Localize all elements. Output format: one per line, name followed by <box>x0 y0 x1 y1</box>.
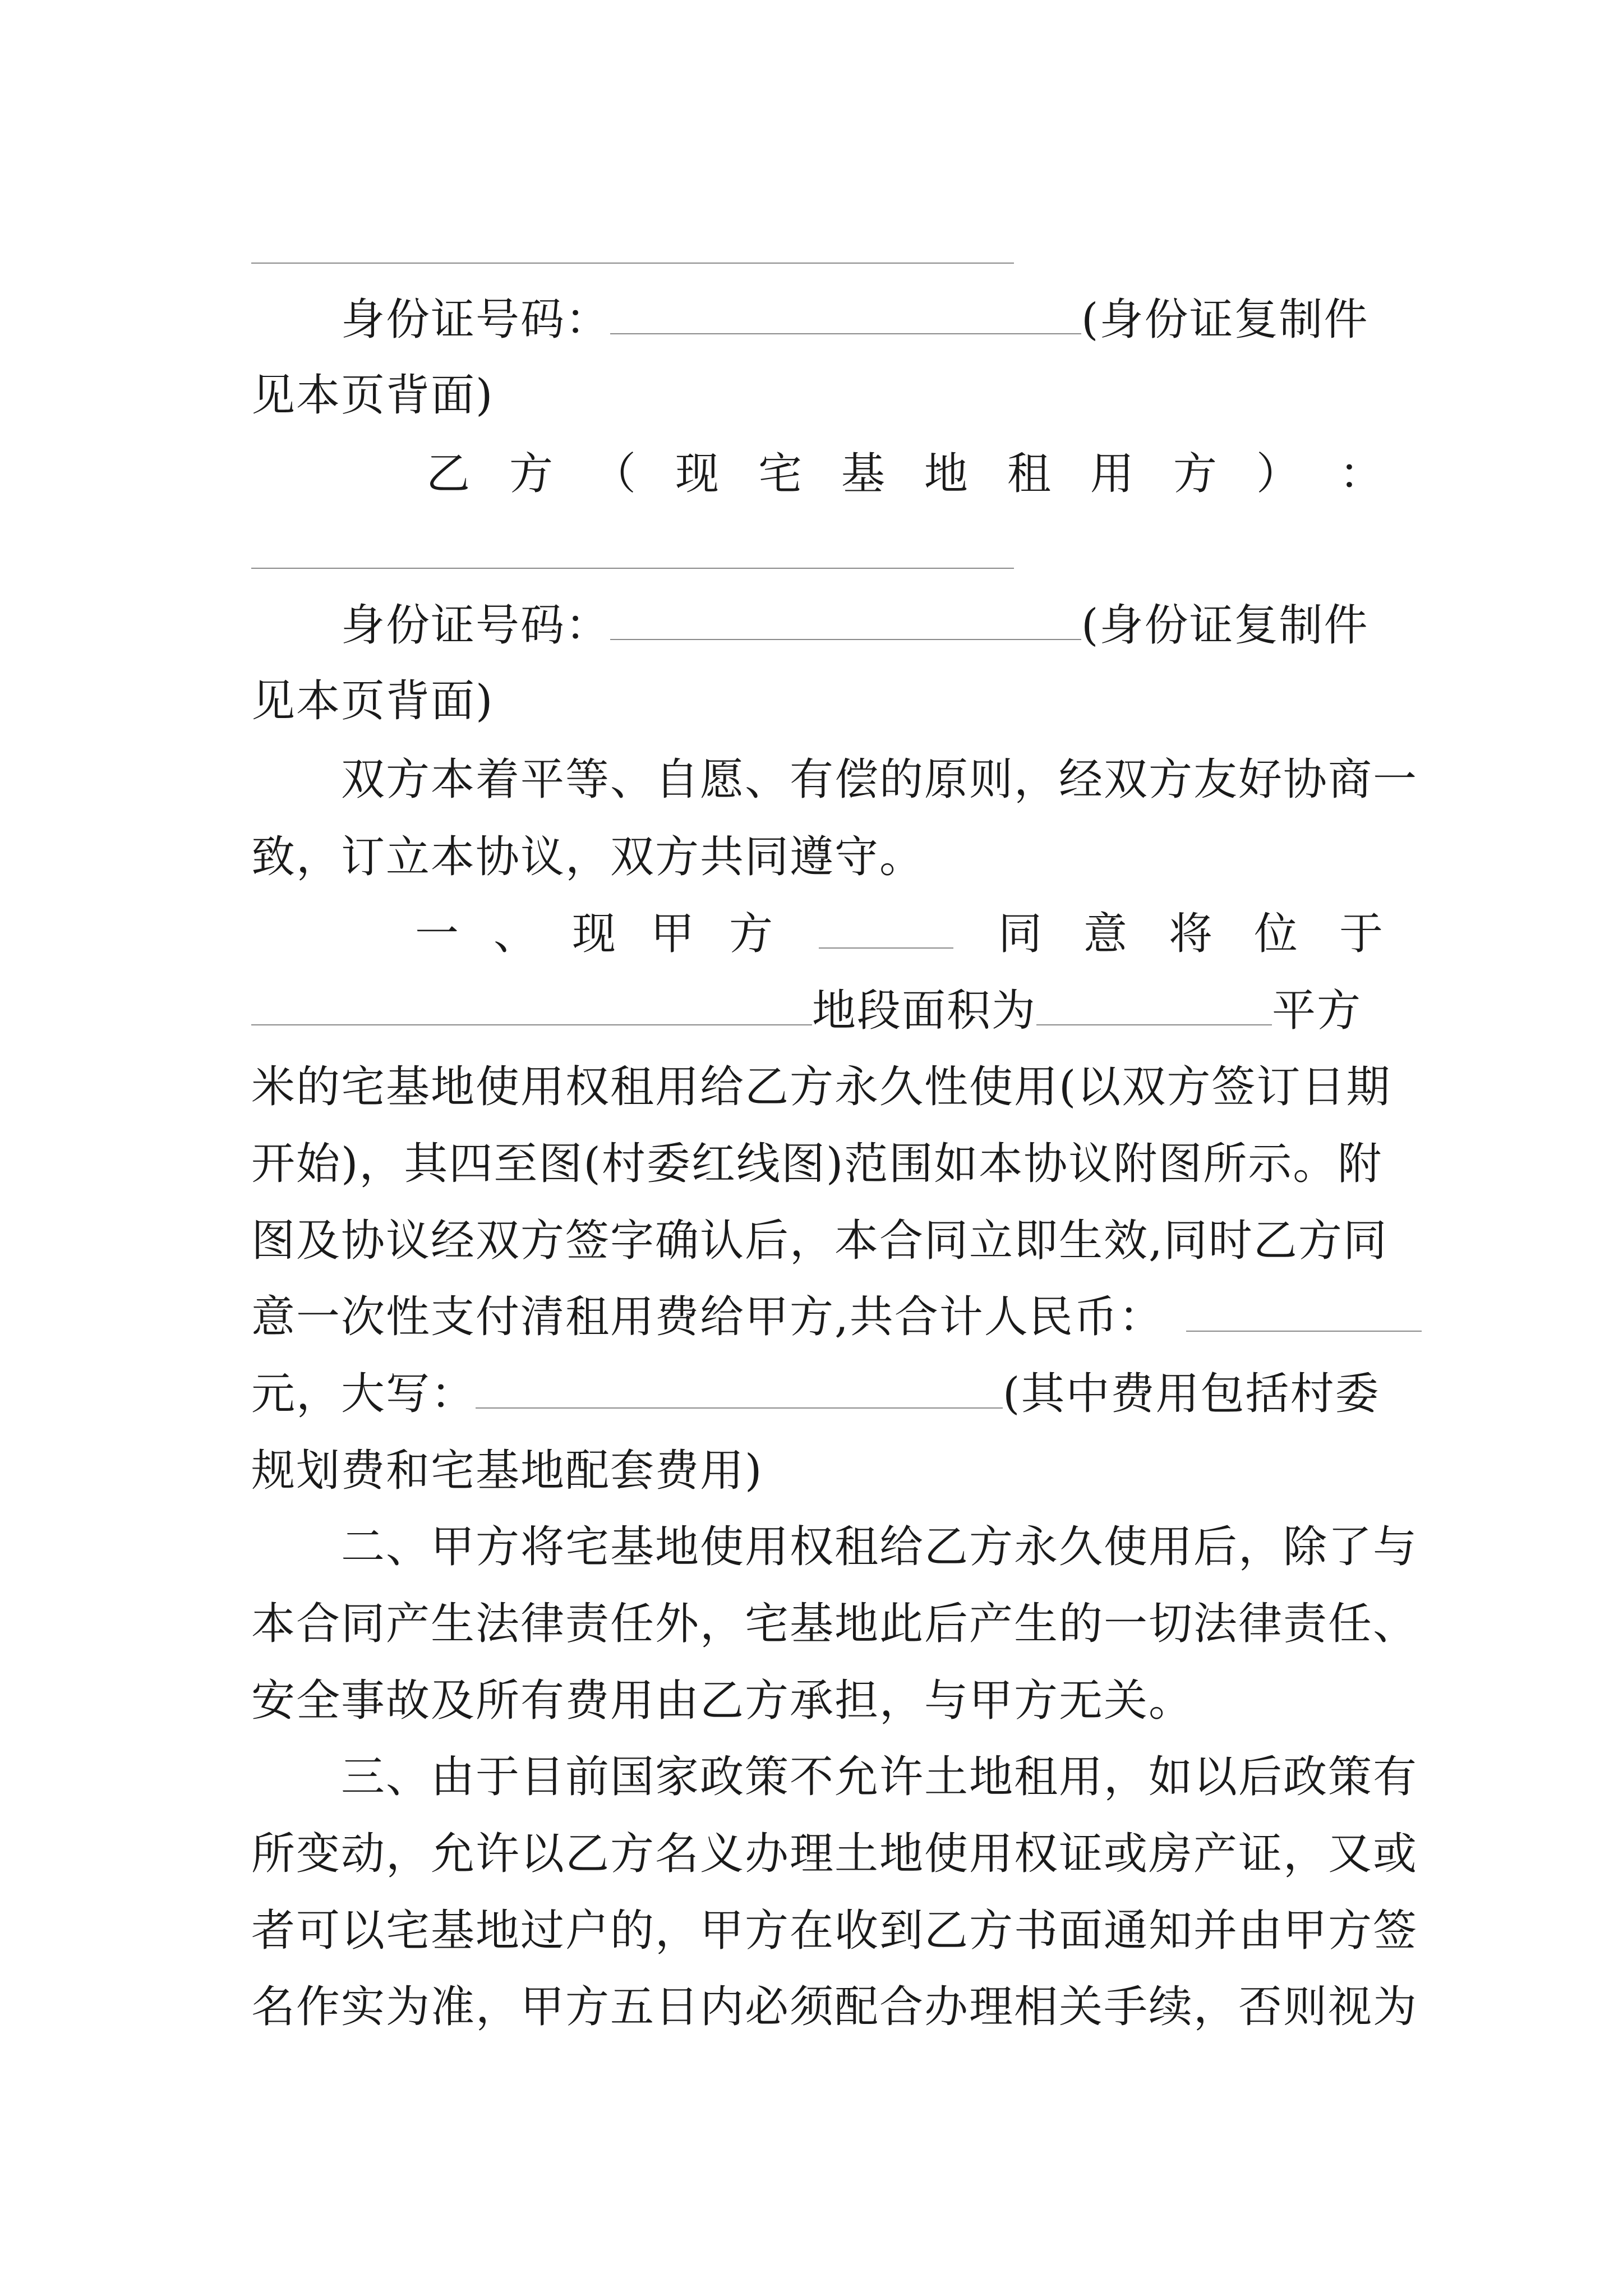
clause-1-line-2 <box>251 983 1384 1039</box>
party-b-char: 方 <box>509 449 554 499</box>
party-b-char: 乙 <box>426 449 472 499</box>
clause-3-text: 者可以宅基地过户的，甲方在收到乙方书面通知并由甲方签 <box>251 1906 1418 1956</box>
clause-1-char: 于 <box>1339 909 1384 959</box>
clause-3-line-3 <box>251 1903 1418 1959</box>
clause-1-line-8 <box>251 1443 1384 1499</box>
intro-line-2 <box>251 829 1384 885</box>
fee-note: (其中费用包括村委 <box>1003 1369 1380 1419</box>
party-b-char: 基 <box>841 449 886 499</box>
party-b-char: 宅 <box>758 449 803 499</box>
clause-1-text: 开始)，其四至图(村委红线图)范围如本协议附图所示。附 <box>251 1139 1383 1189</box>
clause-1-text: 规划费和宅基地配套费用) <box>251 1446 763 1496</box>
clause-2-text: 安全事故及所有费用由乙方承担，与甲方无关。 <box>251 1676 1194 1726</box>
clause-1-text: 米的宅基地使用权租用给乙方永久性使用(以双方签订日期 <box>251 1062 1391 1112</box>
clause-1-char: 将 <box>1168 909 1214 959</box>
clause-1-char: 、 <box>493 909 538 959</box>
party-b-id-note-line <box>251 673 1384 729</box>
clause-1-char: 意 <box>1083 909 1128 959</box>
clause-2-text: 二、甲方将宅基地使用权租给乙方永久使用后，除了与 <box>341 1522 1418 1572</box>
clause-3-text: 三、由于目前国家政策不允许土地租用，如以后政策有 <box>341 1752 1418 1802</box>
clause-1-char: 同 <box>998 909 1044 959</box>
area-blank[interactable] <box>1036 985 1272 1025</box>
id-copy-note: (身份证复制件 <box>1081 600 1369 651</box>
party-b-char: 方 <box>1173 449 1218 499</box>
party-a-name-blank[interactable] <box>819 908 953 949</box>
party-b-char: ） <box>1256 449 1301 499</box>
party-b-char: 用 <box>1090 449 1135 499</box>
party-b-heading <box>426 446 1384 502</box>
id-number-blank[interactable] <box>610 294 1081 334</box>
id-label: 身份证号码： <box>341 600 611 651</box>
clause-3-line-4 <box>251 1979 1418 2035</box>
party-b-name-blank[interactable] <box>251 568 1014 569</box>
id-copy-note-cont: 见本页背面) <box>251 370 494 421</box>
clause-3-line-2 <box>251 1826 1418 1882</box>
id-number-blank[interactable] <box>610 600 1081 640</box>
fee-amount-blank[interactable] <box>1186 1291 1422 1332</box>
clause-3-text: 所变动，允许以乙方名义办理土地使用权证或房产证，又或 <box>251 1829 1418 1879</box>
party-b-char: 租 <box>1007 449 1052 499</box>
intro-line-1 <box>341 752 1418 808</box>
party-b-char: （ <box>592 449 637 499</box>
party-b-char: ： <box>1339 449 1384 499</box>
clause-1-line-3 <box>251 1059 1391 1115</box>
clause-1-line-6 <box>251 1289 1384 1345</box>
clause-1-char: 方 <box>728 909 774 959</box>
clause-1-text: 图及协议经双方签字确认后，本合同立即生效,同时乙方同 <box>251 1216 1388 1266</box>
clause-2-line-2 <box>251 1596 1418 1652</box>
clause-1-char: 一 <box>415 909 460 959</box>
intro-text: 致，订立本协议，双方共同遵守。 <box>251 832 925 882</box>
location-blank[interactable] <box>251 985 812 1025</box>
party-b-id-line <box>341 597 1384 654</box>
party-b-char: 现 <box>675 449 720 499</box>
clause-1-line-1 <box>415 906 1384 962</box>
fee-capital-blank[interactable] <box>476 1368 1003 1409</box>
party-b-char: 地 <box>924 449 969 499</box>
clause-2-line-3 <box>251 1673 1384 1729</box>
intro-text: 双方本着平等、自愿、有偿的原则，经双方友好协商一 <box>341 754 1418 805</box>
clause-1-char: 甲 <box>650 909 695 959</box>
clause-1-char: 现 <box>571 909 617 959</box>
party-a-id-line <box>341 292 1384 348</box>
clause-1-text: 意一次性支付清租用费给甲方,共合计人民币： <box>251 1292 1164 1342</box>
blank-line-top <box>251 263 1014 264</box>
fee-capital-label: 元，大写： <box>251 1369 476 1419</box>
clause-1-line-7 <box>251 1366 1384 1422</box>
clause-1-char: 位 <box>1253 909 1299 959</box>
clause-1-line-5 <box>251 1213 1388 1269</box>
party-a-id-note-line <box>251 367 1384 424</box>
clause-1-line-4 <box>251 1136 1384 1192</box>
id-copy-note: (身份证复制件 <box>1081 295 1369 345</box>
id-copy-note-cont: 见本页背面) <box>251 676 494 726</box>
clause-2-text: 本合同产生法律责任外，宅基地此后产生的一切法律责任、 <box>251 1599 1418 1649</box>
clause-3-text: 名作实为准，甲方五日内必须配合办理相关手续，否则视为 <box>251 1982 1418 2032</box>
area-label: 地段面积为 <box>812 986 1037 1036</box>
clause-2-line-1 <box>341 1519 1418 1575</box>
clause-3-line-1 <box>341 1749 1418 1805</box>
id-label: 身份证号码： <box>341 295 611 345</box>
area-unit: 平方 <box>1272 986 1362 1036</box>
